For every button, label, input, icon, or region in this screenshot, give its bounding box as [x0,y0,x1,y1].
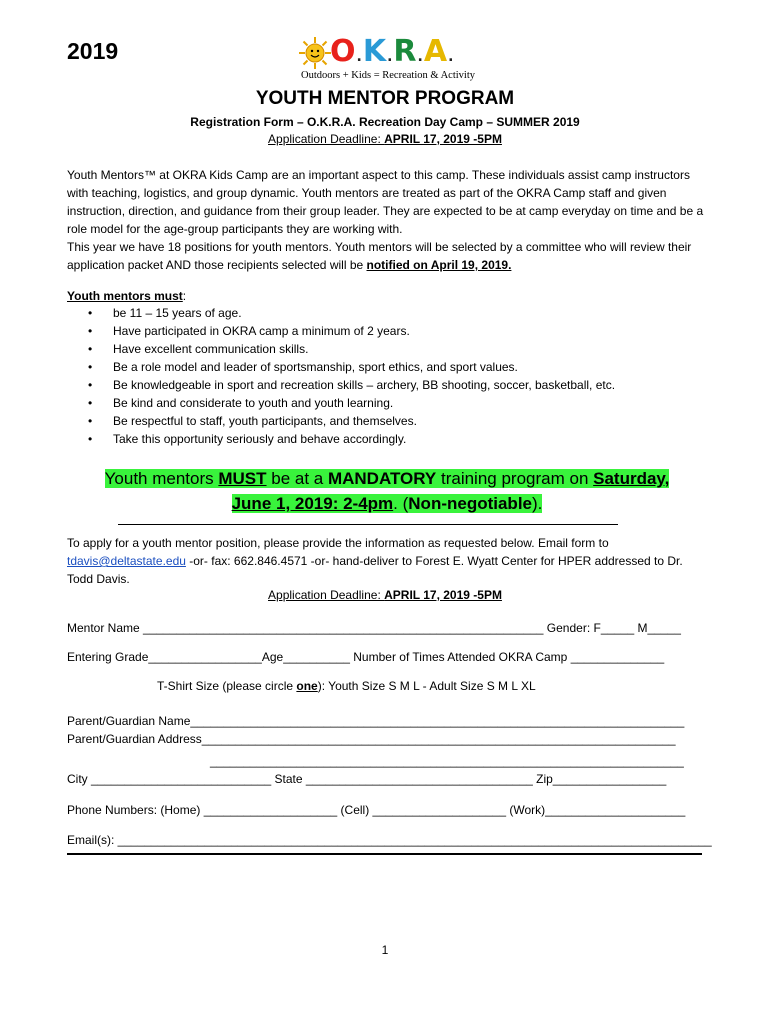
application-deadline-repeat: Application Deadline: APRIL 17, 2019 -5PM [268,588,502,602]
sun-icon [298,36,332,70]
list-item: • Be knowledgeable in sport and recreation skills – archery, BB shooting, soccer, basketball, etc. [88,378,616,392]
list-item: • Be a role model and leader of sportsmanship, sport ethics, and sport values. [88,360,518,374]
document-year: 2019 [67,38,119,64]
list-item: • Be kind and considerate to youth and youth learning. [88,396,394,410]
email-link[interactable]: tdavis@deltastate.edu [67,554,186,568]
phone-numbers-field[interactable]: Phone Numbers: (Home) ____________________ (Cell) ____________________ (Work)_____________________ [67,803,686,817]
page-title: YOUTH MENTOR PROGRAM [255,88,515,109]
mentor-name-field[interactable]: Mentor Name ____________________________________________________________ Gender: F_____ M_____ [67,621,681,635]
application-deadline: Application Deadline: APRIL 17, 2019 -5PM [268,132,502,146]
requirements-heading: Youth mentors must: [67,289,187,303]
bullet-icon: • [88,306,93,320]
intro-paragraph-positions: This year we have 18 positions for youth mentors. Youth mentors will be selected by a committee who will review their application packet AND those recipients selected will be notified on April 19, 2019. [67,240,692,272]
bullet-icon: • [88,324,93,338]
list-item: • be 11 – 15 years of age. [88,306,242,320]
bullet-icon: • [88,342,93,356]
logo-tagline: Outdoors + Kids = Recreation & Activity [301,70,475,81]
divider [118,524,618,525]
bullet-icon: • [88,414,93,428]
apply-instructions: To apply for a youth mentor position, please provide the information as requested below. Email form to tdavis@deltastate.edu -or- fax: 662.846.4571 -or- hand-deliver to Forest E. Wyatt Center for HPER addressed to Dr. Todd Davis. [67,536,683,586]
parent-address-continued-field[interactable]: _______________________________________________________________________ [210,754,684,768]
bottom-divider [67,853,702,855]
tshirt-size-field[interactable]: T-Shirt Size (please circle one): Youth Size S M L - Adult Size S M L XL [157,679,536,693]
intro-paragraph: Youth Mentors™ at OKRA Kids Camp are an important aspect to this camp. These individuals assist camp instructors with teaching, logistics, and group dynamic. Youth mentors are treated as part of the OKRA Camp staff and given instruction, direction, and guidance from their group leader. They are expected to be at camp everyday on time and be a role model for the age-group participants they are working with. [67,168,704,236]
requirements-list [88,304,615,448]
grade-age-attendance-field[interactable]: Entering Grade_________________Age__________ Number of Times Attended OKRA Camp ______________ [67,650,665,664]
form-subtitle: Registration Form – O.K.R.A. Recreation Day Camp – SUMMER 2019 [190,115,580,129]
bullet-icon: • [88,432,93,446]
email-field[interactable]: Email(s): _________________________________________________________________________________________ [67,833,712,847]
city-state-zip-field[interactable]: City ___________________________ State __________________________________ Zip_________________ [67,772,667,786]
list-item: • Have participated in OKRA camp a minimum of 2 years. [88,324,410,338]
mandatory-training-notice: Youth mentors MUST be at a MANDATORY training program on Saturday, June 1, 2019: 2-4pm. (Non-negotiable). [104,469,670,513]
page-number: 1 [381,943,389,957]
list-item: • Be respectful to staff, youth participants, and themselves. [88,414,417,428]
list-item: • Have excellent communication skills. [88,342,309,356]
list-item: • Take this opportunity seriously and behave accordingly. [88,432,407,446]
logo-wordmark: O.K.R.A. [330,34,455,69]
bullet-icon: • [88,396,93,410]
bullet-icon: • [88,360,93,374]
parent-address-field[interactable]: Parent/Guardian Address_______________________________________________________________________ [67,732,676,746]
parent-name-field[interactable]: Parent/Guardian Name__________________________________________________________________________ [67,714,685,728]
bullet-icon: • [88,378,93,392]
okra-logo [298,34,478,86]
intro-text [67,166,707,274]
